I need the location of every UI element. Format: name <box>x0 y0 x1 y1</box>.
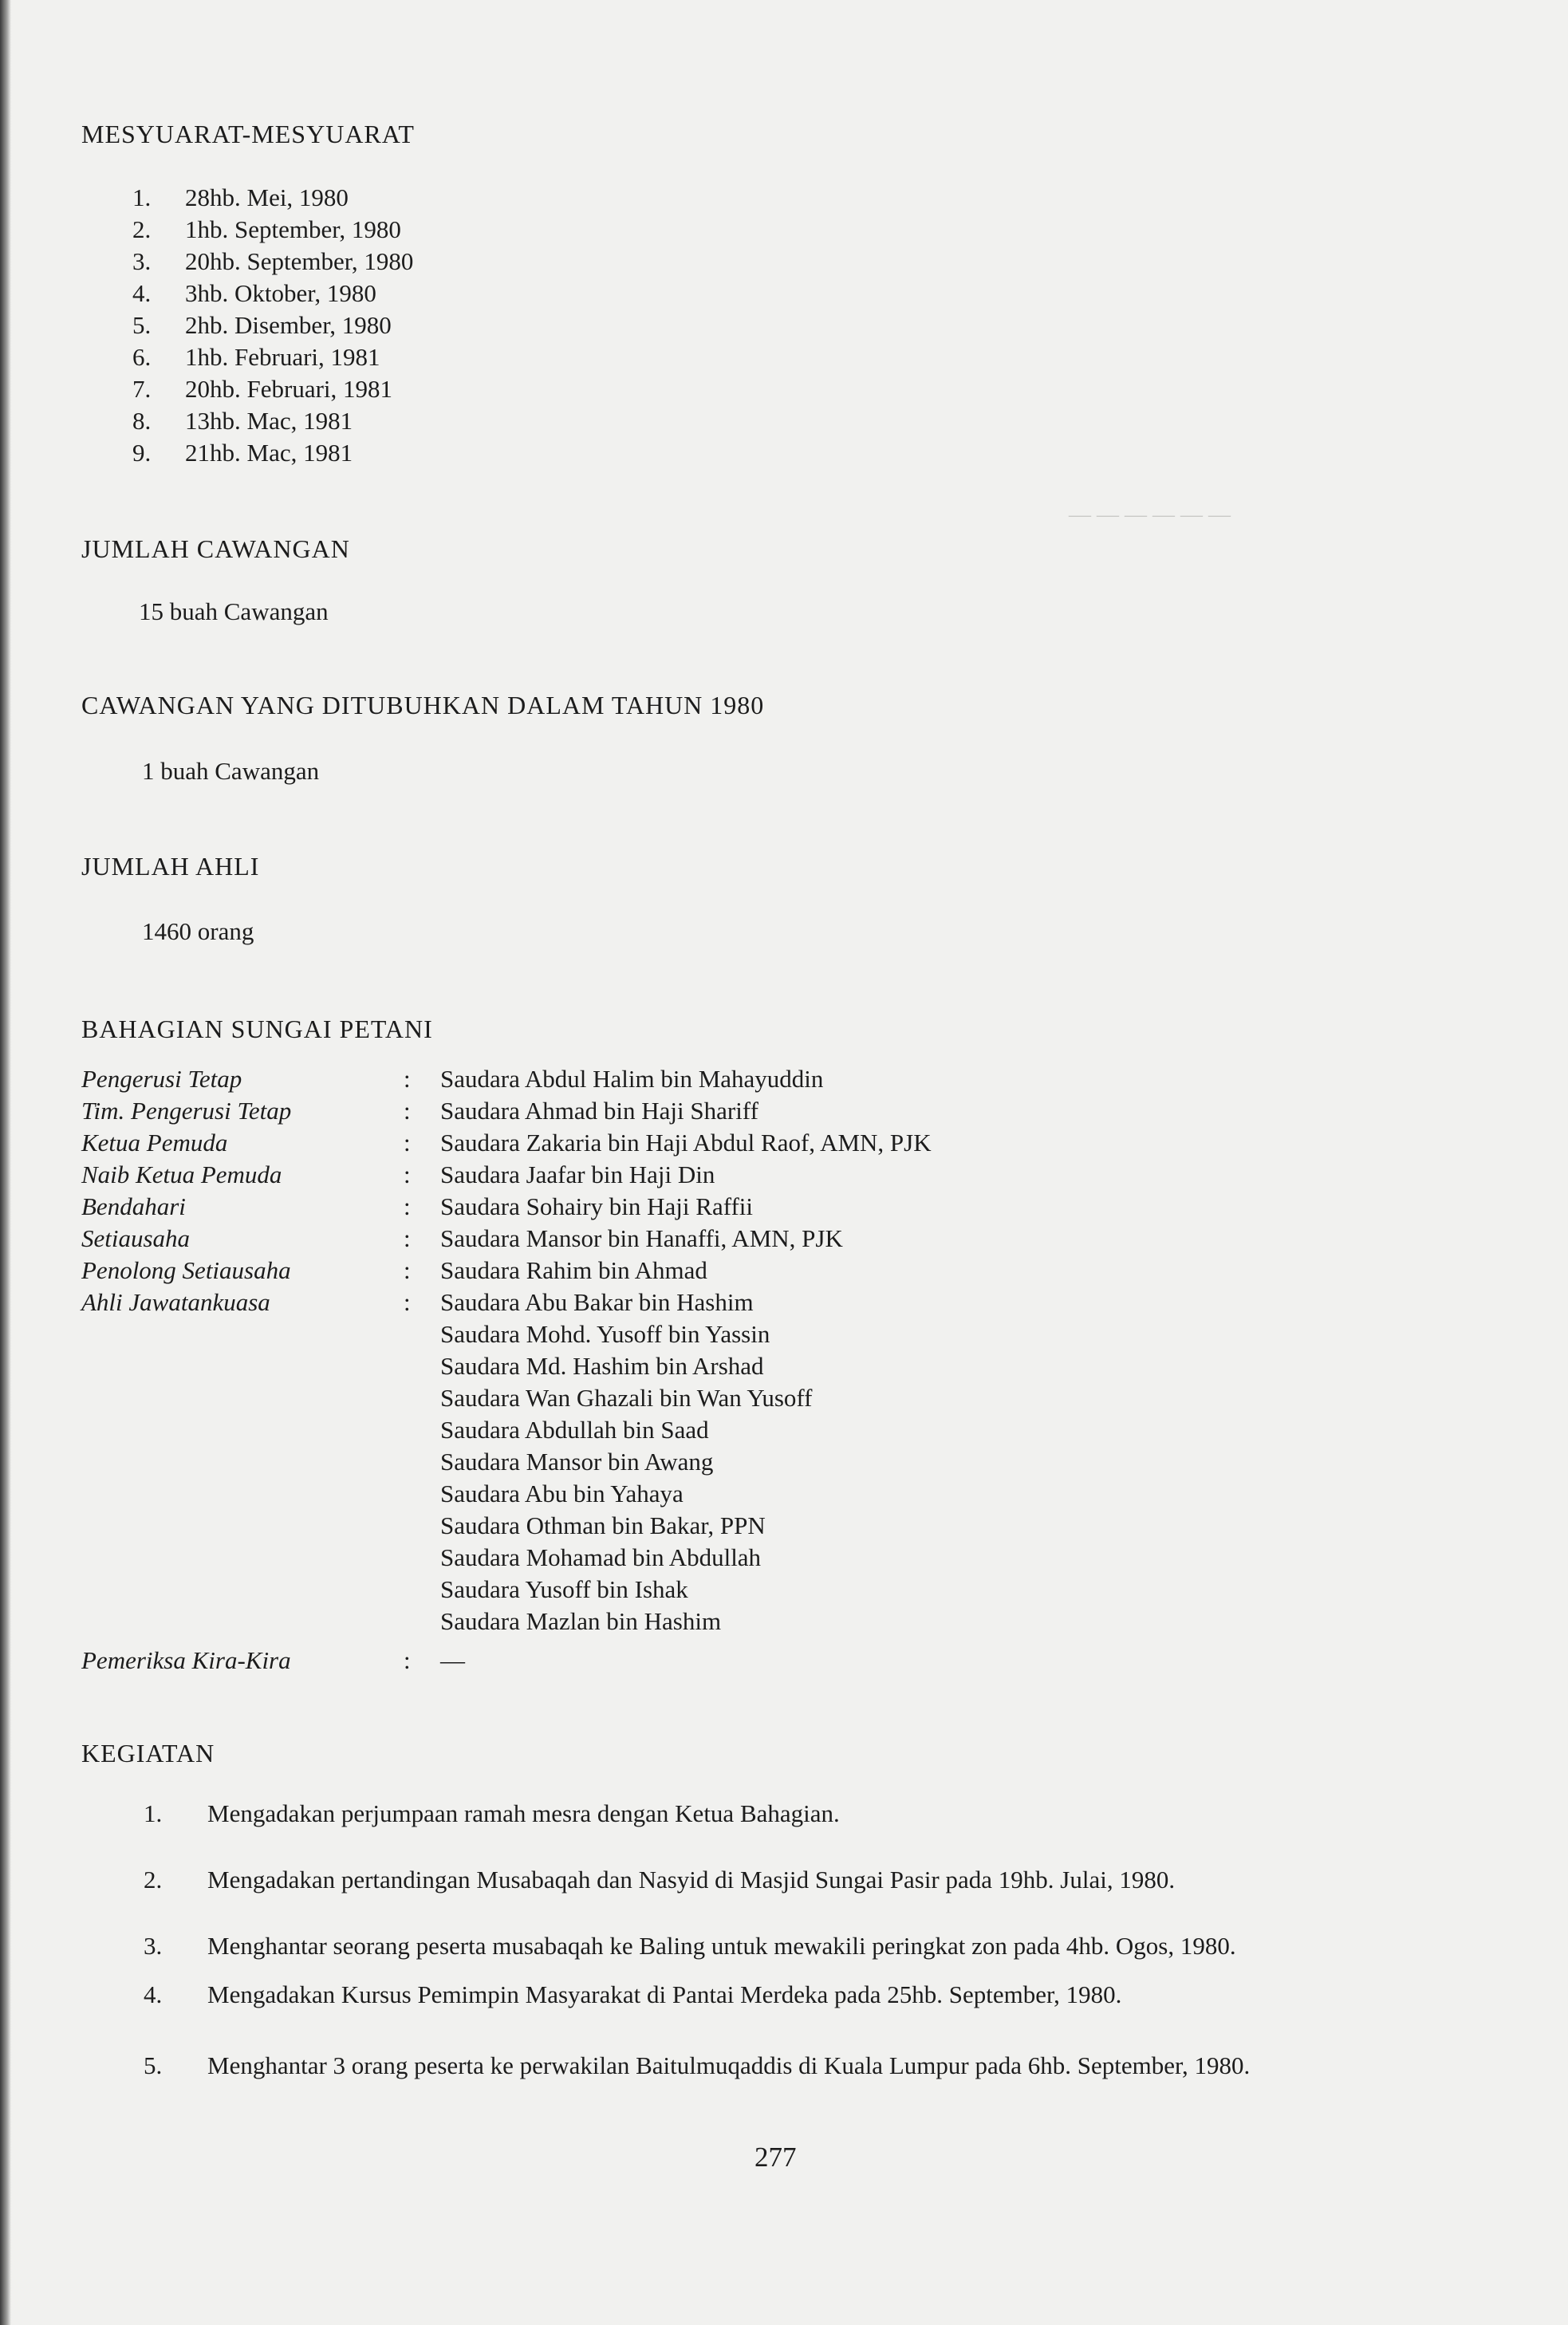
activities-heading: KEGIATAN <box>81 1739 215 1767</box>
officer-row <box>81 1063 823 1095</box>
officer-name: — <box>440 1646 465 1674</box>
branches-heading: JUMLAH CAWANGAN <box>81 534 350 563</box>
activity-text: Menghantar 3 orang peserta ke perwakilan Baitulmuqaddis di Kuala Lumpur pada 6hb. September, 1980. <box>207 2051 1251 2079</box>
officer-role: Ahli Jawatankuasa <box>81 1288 270 1316</box>
activity-text: Mengadakan perjumpaan ramah mesra dengan Ketua Bahagian. <box>207 1799 840 1827</box>
officer-row <box>81 1350 764 1382</box>
meetings-list <box>132 182 413 469</box>
officer-row <box>81 1542 761 1574</box>
officer-colon: : <box>404 1256 411 1284</box>
activity-number: 4. <box>144 1980 163 2008</box>
officer-row <box>81 1255 707 1287</box>
members-value: 1460 orang <box>142 917 254 945</box>
officer-colon: : <box>404 1288 411 1316</box>
officer-colon: : <box>404 1129 411 1157</box>
meeting-item <box>132 214 413 246</box>
activity-item <box>144 1979 1121 2011</box>
officer-name: Saudara Mazlan bin Hashim <box>440 1607 722 1635</box>
meeting-number: 6. <box>132 343 152 371</box>
activity-item <box>144 2050 1250 2082</box>
officer-colon: : <box>404 1646 411 1674</box>
new-branches-value: 1 buah Cawangan <box>142 757 320 785</box>
officer-name: Saudara Abdul Halim bin Mahayuddin <box>440 1065 824 1093</box>
meeting-item <box>132 373 413 405</box>
meeting-date: 3hb. Oktober, 1980 <box>185 279 376 307</box>
meeting-number: 7. <box>132 375 152 403</box>
meeting-item <box>132 437 413 469</box>
officer-row <box>81 1645 465 1677</box>
officer-name: Saudara Mohd. Yusoff bin Yassin <box>440 1320 770 1348</box>
meeting-number: 3. <box>132 247 152 275</box>
officer-row <box>81 1510 766 1542</box>
officer-name: Saudara Jaafar bin Haji Din <box>440 1161 715 1188</box>
new-branches-heading: CAWANGAN YANG DITUBUHKAN DALAM TAHUN 1980 <box>81 691 765 719</box>
scan-edge-shadow <box>0 0 11 2325</box>
meeting-number: 4. <box>132 279 152 307</box>
officer-name: Saudara Md. Hashim bin Arshad <box>440 1352 764 1380</box>
bleed-through-mark: — — — — — — <box>1069 502 1231 527</box>
meeting-number: 1. <box>132 183 152 211</box>
officer-name: Saudara Wan Ghazali bin Wan Yusoff <box>440 1384 813 1412</box>
officer-role: Naib Ketua Pemuda <box>81 1161 282 1188</box>
meeting-item <box>132 278 413 309</box>
officer-name: Saudara Zakaria bin Haji Abdul Raof, AMN, PJK <box>440 1129 932 1157</box>
officer-colon: : <box>404 1224 411 1252</box>
meetings-heading: MESYUARAT-MESYUARAT <box>81 120 415 148</box>
officer-colon: : <box>404 1097 411 1125</box>
meeting-date: 20hb. Februari, 1981 <box>185 375 393 403</box>
activity-item <box>144 1798 840 1830</box>
officer-row <box>81 1414 709 1446</box>
officer-role: Bendahari <box>81 1192 186 1220</box>
officer-name: Saudara Yusoff bin Ishak <box>440 1575 688 1603</box>
officer-colon: : <box>404 1065 411 1093</box>
activity-text: Menghantar seorang peserta musabaqah ke Baling untuk mewakili peringkat zon pada 4hb. Ogos, 1980. <box>207 1932 1236 1960</box>
meeting-date: 28hb. Mei, 1980 <box>185 183 349 211</box>
division-heading: BAHAGIAN SUNGAI PETANI <box>81 1015 433 1043</box>
meeting-item <box>132 182 413 214</box>
members-heading: JUMLAH AHLI <box>81 852 260 881</box>
officer-colon: : <box>404 1161 411 1188</box>
activity-number: 1. <box>144 1799 163 1827</box>
officer-row <box>81 1446 713 1478</box>
officer-row <box>81 1606 721 1637</box>
officer-row <box>81 1287 754 1318</box>
officer-row <box>81 1095 758 1127</box>
activity-number: 3. <box>144 1932 163 1960</box>
officer-name: Saudara Mansor bin Hanaffi, AMN, PJK <box>440 1224 843 1252</box>
meeting-number: 2. <box>132 215 152 243</box>
officer-row <box>81 1318 770 1350</box>
meeting-number: 5. <box>132 311 152 339</box>
officer-name: Saudara Abdullah bin Saad <box>440 1416 709 1444</box>
officer-name: Saudara Mansor bin Awang <box>440 1448 714 1476</box>
officer-role: Pengerusi Tetap <box>81 1065 242 1093</box>
officer-name: Saudara Mohamad bin Abdullah <box>440 1543 762 1571</box>
meeting-number: 8. <box>132 407 152 435</box>
officer-role: Penolong Setiausaha <box>81 1256 291 1284</box>
meeting-date: 1hb. September, 1980 <box>185 215 401 243</box>
activity-text: Mengadakan pertandingan Musabaqah dan Nasyid di Masjid Sungai Pasir pada 19hb. Julai, 1980. <box>207 1866 1176 1893</box>
meeting-item <box>132 341 413 373</box>
meeting-item <box>132 309 413 341</box>
activity-number: 5. <box>144 2051 163 2079</box>
officer-name: Saudara Rahim bin Ahmad <box>440 1256 707 1284</box>
activity-number: 2. <box>144 1866 163 1893</box>
officer-colon: : <box>404 1192 411 1220</box>
officer-row <box>81 1478 684 1510</box>
activity-item <box>144 1864 1175 1896</box>
meeting-date: 20hb. September, 1980 <box>185 247 414 275</box>
officer-name: Saudara Ahmad bin Haji Shariff <box>440 1097 758 1125</box>
officer-row <box>81 1191 753 1223</box>
officer-name: Saudara Othman bin Bakar, PPN <box>440 1511 766 1539</box>
officer-row <box>81 1127 932 1159</box>
meeting-date: 2hb. Disember, 1980 <box>185 311 392 339</box>
meeting-date: 21hb. Mac, 1981 <box>185 439 353 467</box>
officer-role: Pemeriksa Kira-Kira <box>81 1646 291 1674</box>
officer-row <box>81 1223 843 1255</box>
officer-name: Saudara Abu Bakar bin Hashim <box>440 1288 754 1316</box>
officer-name: Saudara Abu bin Yahaya <box>440 1480 684 1507</box>
officer-name: Saudara Sohairy bin Haji Raffii <box>440 1192 754 1220</box>
meeting-number: 9. <box>132 439 152 467</box>
officer-role: Ketua Pemuda <box>81 1129 228 1157</box>
activity-item <box>144 1930 1236 1962</box>
meeting-date: 1hb. Februari, 1981 <box>185 343 380 371</box>
meeting-date: 13hb. Mac, 1981 <box>185 407 353 435</box>
meeting-item <box>132 405 413 437</box>
activity-text: Mengadakan Kursus Pemimpin Masyarakat di Pantai Merdeka pada 25hb. September, 1980. <box>207 1980 1122 2008</box>
officer-row <box>81 1574 688 1606</box>
meeting-item <box>132 246 413 278</box>
officer-row <box>81 1382 813 1414</box>
officer-role: Tim. Pengerusi Tetap <box>81 1097 292 1125</box>
page-number: 277 <box>754 2142 797 2173</box>
branches-value: 15 buah Cawangan <box>139 597 329 625</box>
officer-row <box>81 1159 715 1191</box>
officer-role: Setiausaha <box>81 1224 191 1252</box>
